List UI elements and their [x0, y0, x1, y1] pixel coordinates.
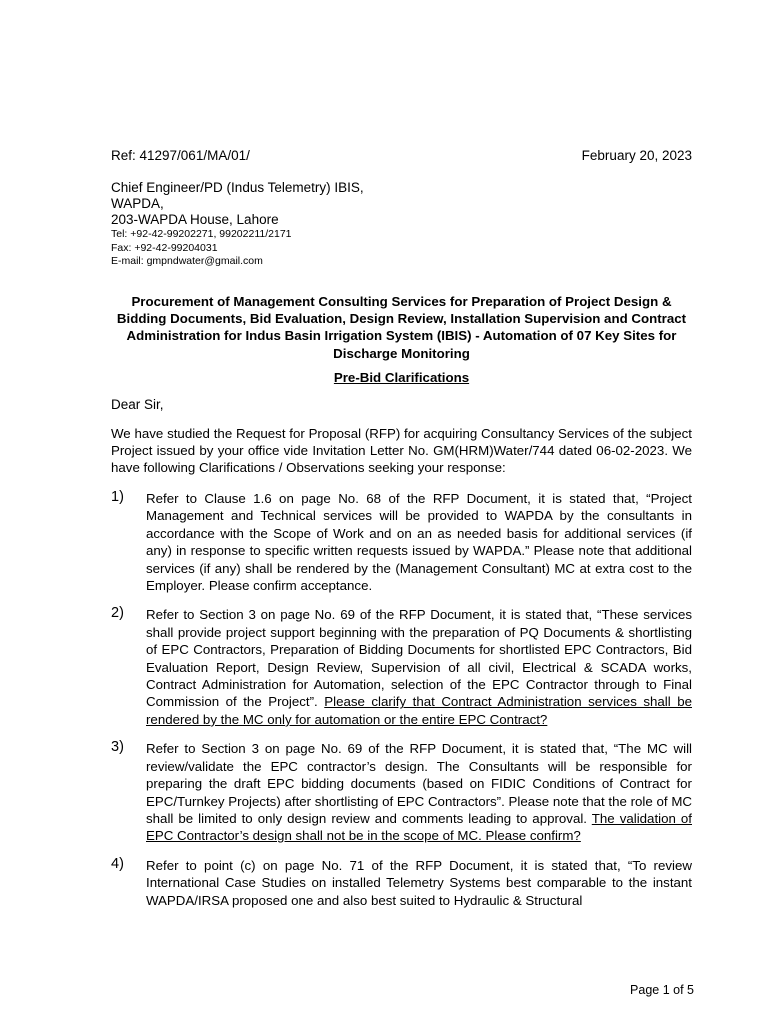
reference-line: [111, 148, 692, 163]
item-text: Refer to Section 3 on page No. 69 of the RFP Document, it is stated that, “These services shall provide project support beginning with the preparation of PQ Documents & shortlisting of EPC Contractors, Preparation of Bidding Documents for shortlisted EPC Contractors, Bid Evaluation Report, Design Review, Supervision of all civil, Electrical & SCADA works, Contract Administration for Automation, selection of the EPC Contractor through to Final Commission of the Project”.: [146, 607, 692, 710]
clarification-item: [111, 740, 692, 844]
section-heading: Pre-Bid Clarifications: [333, 370, 470, 385]
clarification-item: [111, 490, 692, 594]
item-text: Refer to point (c) on page No. 71 of the RFP Document, it is stated that, “To review International Case Studies on installed Telemetry Systems best comparable to the instant WAPDA/IRSA proposed one and also best suited to Hydraulic & Structural: [146, 857, 692, 908]
subject-line: Procurement of Management Consulting Services for Preparation of Project Design & Bidding Documents, Bid Evaluation, Design Review, Installation Supervision and Contract Administration for Indus Basin Irrigation System (IBIS) - Automation of 07 Key Sites for Discharge Monitoring: [116, 294, 687, 361]
item-underlined-text: The validation of EPC Contractor’s design shall not be in the scope of MC. Please confirm?: [146, 810, 692, 844]
address-line-2: WAPDA,: [111, 196, 164, 211]
clarification-item: [111, 606, 692, 728]
address-email: E-mail: gmpndwater@gmail.com: [111, 255, 263, 267]
reference-number: Ref: 41297/061/MA/01/: [111, 148, 250, 163]
clarification-list: [111, 490, 692, 921]
item-text: Refer to Section 3 on page No. 69 of the RFP Document, it is stated that, “The MC will review/validate the EPC contractor’s design. The Consultants will be responsible for preparing the draft EPC bidding documents (based on FIDIC Conditions of Contract for EPC/Turnkey Projects) after shortlisting of EPC Contractors”. Please note that the role of MC shall be limited to only design review and comments leading to approval.: [146, 741, 692, 826]
item-number: 2): [111, 605, 124, 622]
item-number: 4): [111, 855, 124, 872]
address-line-1: Chief Engineer/PD (Indus Telemetry) IBIS,: [111, 180, 364, 195]
salutation: Dear Sir,: [111, 397, 164, 412]
recipient-address: [111, 180, 692, 269]
page-number: Page 1 of 5: [630, 983, 694, 997]
item-number: 1): [111, 489, 124, 505]
address-fax: Fax: +92-42-99204031: [111, 241, 218, 254]
address-line-3: 203-WAPDA House, Lahore: [111, 212, 279, 227]
item-number: 3): [111, 739, 124, 756]
intro-paragraph: We have studied the Request for Proposal (RFP) for acquiring Consultancy Services of the subject Project issued by your office vide Invitation Letter No. GM(HRM)Water/744 dated 06-02-2023. We have following Clarifications / Observations seeking your response:: [111, 426, 692, 476]
item-underlined-text: Please clarify that Contract Administration services shall be rendered by the MC only for automation or the entire EPC Contract?: [146, 694, 692, 727]
clarification-item: [111, 857, 692, 909]
letter-date: February 20, 2023: [581, 148, 692, 163]
item-text: Refer to Clause 1.6 on page No. 68 of the RFP Document, it is stated that, “Project Management and Technical services will be provided to WAPDA by the consultants in accordance with the Scope of Work and on an as needed basis for additional services (if any) in response to specific written requests issued by WAPDA.” Please note that additional services (if any) shall be rendered by the (Management Consultant) MC at extra cost to the Employer. Please confirm acceptance.: [146, 491, 692, 594]
address-tel: Tel: +92-42-99202271, 99202211/2171: [111, 228, 292, 240]
